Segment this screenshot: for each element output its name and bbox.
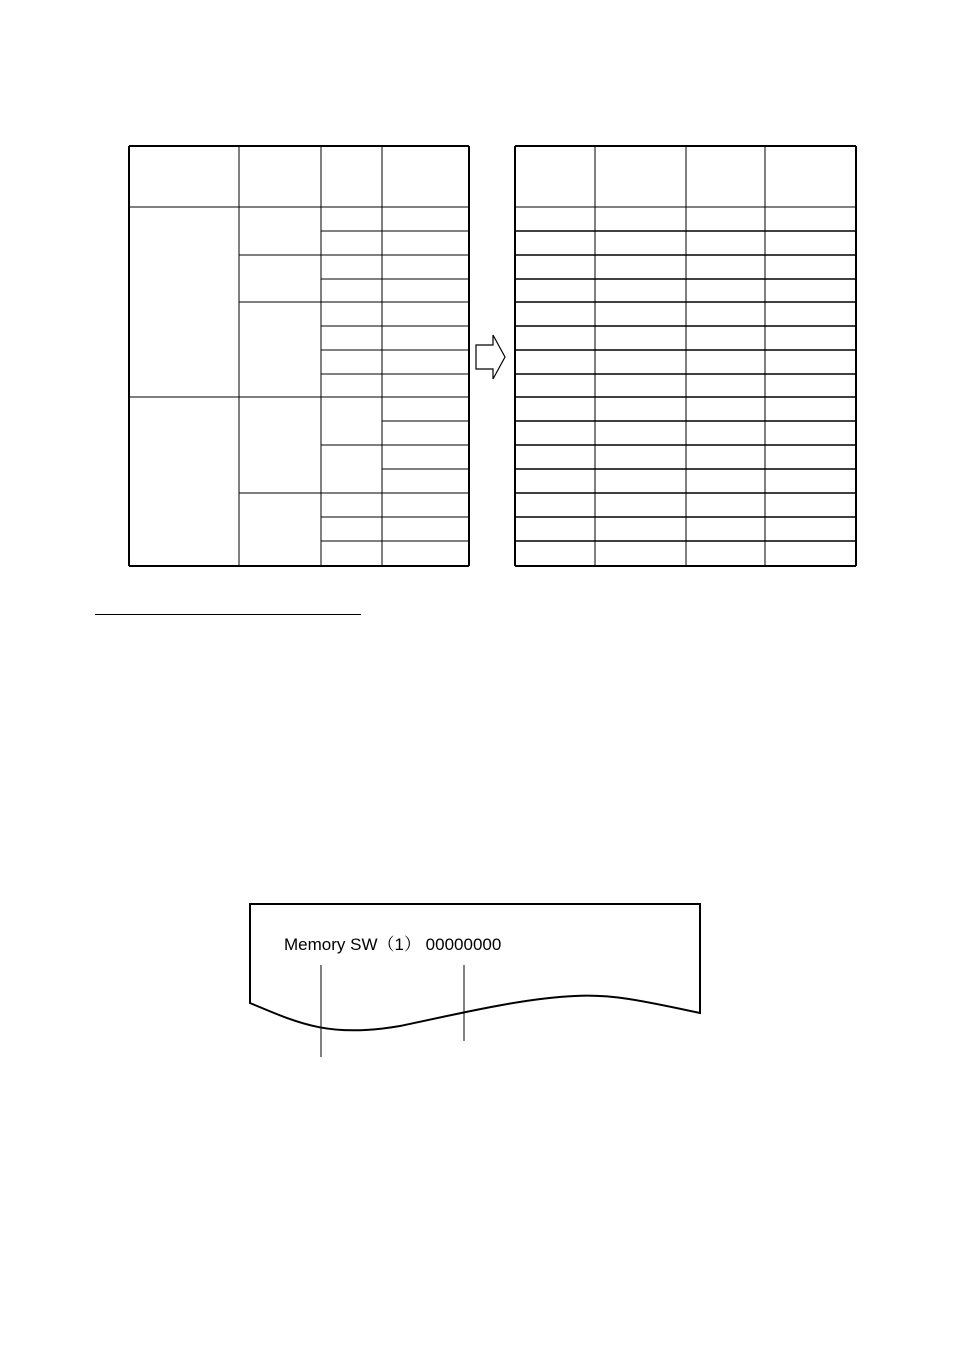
printout-text: Memory SW（1） 00000000 bbox=[284, 935, 502, 954]
right-arrow-icon bbox=[472, 333, 512, 385]
